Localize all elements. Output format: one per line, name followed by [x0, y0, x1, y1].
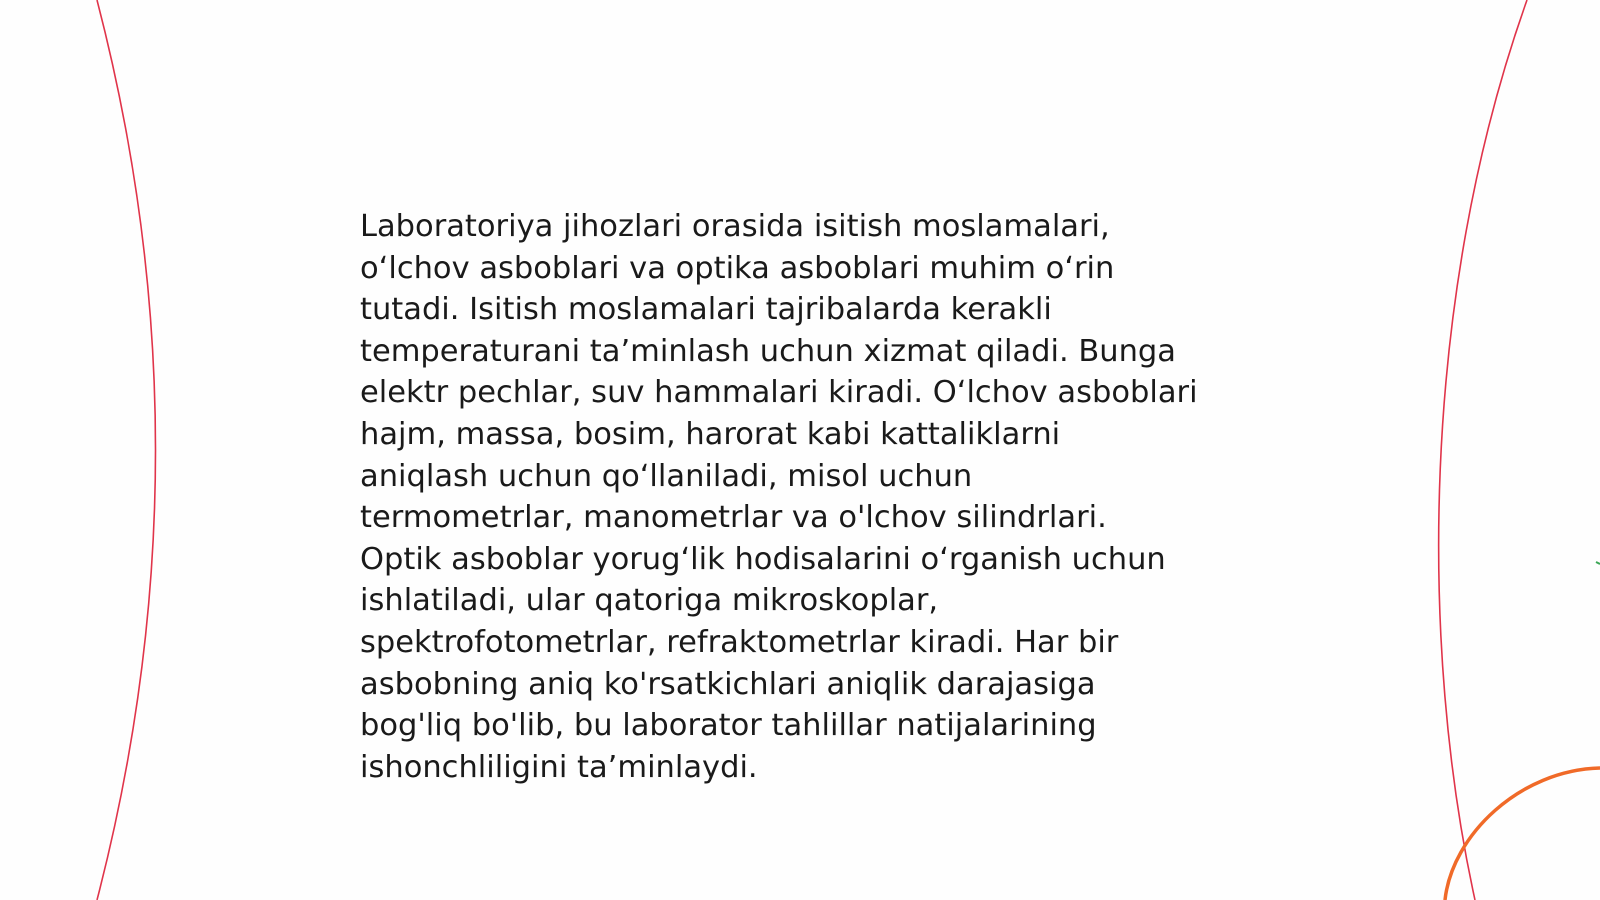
left-curve-line [97, 0, 156, 900]
right-curve-line [1439, 0, 1527, 900]
orange-arc [1445, 768, 1600, 900]
green-mark [1596, 562, 1600, 564]
body-paragraph: Laboratoriya jihozlari orasida isitish moslamalari, o‘lchov asboblari va optika asboblari muhim o‘rin tutadi. Isitish moslamalari tajribalarda kerakli temperaturani ta’minlash uchun xizmat qiladi. Bunga elektr pechlar, suv hammalari kiradi. O‘lchov asboblari hajm, massa, bosim, harorat kabi kattaliklarni aniqlash uchun qo‘llaniladi, misol uchun termometrlar, manometrlar va o'lchov silindrlari. Optik asboblar yorug‘lik hodisalarini o‘rganish uchun ishlatiladi, ular qatoriga mikroskoplar, spektrofotometrlar, refraktometrlar kiradi. Har bir asbobning aniq ko'rsatkichlari aniqlik darajasiga bog'liq bo'lib, bu laborator tahlillar natijalarining ishonchliligini ta’minlaydi. [360, 209, 1198, 785]
